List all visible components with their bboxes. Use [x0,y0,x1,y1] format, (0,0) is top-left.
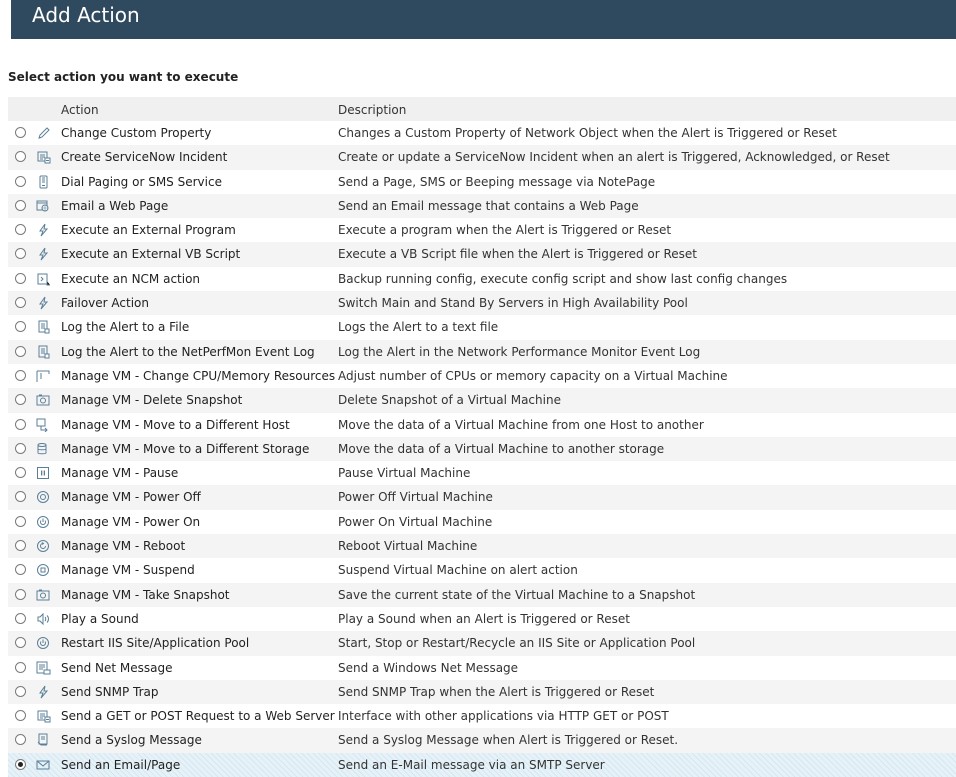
table-row[interactable] [8,242,956,266]
speaker-icon [36,612,51,626]
action-name: Create ServiceNow Incident [61,150,228,165]
action-radio[interactable] [15,637,26,648]
action-name: Dial Paging or SMS Service [61,174,222,189]
action-radio[interactable] [15,467,26,478]
action-name: Change Custom Property [61,126,212,140]
snapshot-icon [36,588,51,602]
action-radio[interactable] [15,589,26,600]
table-row[interactable] [8,437,956,461]
table-row[interactable] [8,728,956,752]
table-row[interactable] [8,364,956,388]
table-row[interactable] [8,170,956,194]
action-description: Send an Email message that contains a Web Page [338,198,639,213]
servicenow-icon [36,150,51,164]
table-row[interactable] [8,510,956,534]
action-radio[interactable] [15,200,26,211]
web-page-icon [36,199,51,213]
lightning-icon [36,223,51,237]
table-row[interactable] [8,121,956,145]
ncm-icon [36,272,51,286]
action-name: Execute an External Program [61,223,236,238]
action-radio[interactable] [15,297,26,308]
action-radio[interactable] [15,346,26,357]
power-on-icon [36,636,51,650]
action-description: Changes a Custom Property of Network Object when the Alert is Triggered or Reset [338,126,837,140]
table-row[interactable] [8,388,956,412]
table-row[interactable] [8,340,956,364]
table-row[interactable] [8,753,956,777]
table-row[interactable] [8,485,956,509]
action-name: Play a Sound [61,611,139,626]
table-row[interactable] [8,291,956,315]
action-radio[interactable] [15,370,26,381]
action-radio[interactable] [15,662,26,673]
action-description: Power Off Virtual Machine [338,490,493,505]
action-name: Log the Alert to the NetPerfMon Event Log [61,344,315,359]
action-description: Reboot Virtual Machine [338,539,478,554]
action-name: Manage VM - Take Snapshot [61,587,230,602]
action-description: Adjust number of CPUs or memory capacity on a Virtual Machine [338,368,728,383]
action-description: Log the Alert in the Network Performance Monitor Event Log [338,344,701,359]
action-radio[interactable] [15,710,26,721]
table-row[interactable] [8,583,956,607]
table-header [8,97,956,121]
lightning-icon [36,685,51,699]
action-radio[interactable] [15,151,26,162]
servicenow-icon [36,709,51,723]
actions-table [8,97,956,777]
action-radio[interactable] [15,613,26,624]
log-file-icon [36,320,51,334]
action-radio[interactable] [15,273,26,284]
action-name: Manage VM - Reboot [61,539,186,554]
table-row[interactable] [8,413,956,437]
table-row[interactable] [8,461,956,485]
suspend-icon [36,563,51,577]
action-name: Manage VM - Delete Snapshot [61,393,243,408]
action-name: Manage VM - Pause [61,466,179,481]
action-description: Send a Page, SMS or Beeping message via NotePage [338,174,656,189]
table-row[interactable] [8,607,956,631]
action-description: Start, Stop or Restart/Recycle an IIS Site or Application Pool [338,636,696,651]
table-row[interactable] [8,145,956,169]
action-name: Failover Action [61,296,149,311]
column-header-description[interactable]: Description [338,103,407,117]
net-message-icon [36,661,51,675]
table-row[interactable] [8,680,956,704]
vm-resources-icon [36,369,51,383]
action-name: Send a GET or POST Request to a Web Server [61,709,335,724]
action-radio[interactable] [15,394,26,405]
action-name: Manage VM - Power On [61,514,201,529]
reboot-icon [36,539,51,553]
action-radio[interactable] [15,540,26,551]
action-name: Manage VM - Change CPU/Memory Resources [61,368,336,383]
action-name: Manage VM - Power Off [61,490,201,505]
action-name: Manage VM - Suspend [61,563,195,578]
action-name: Send SNMP Trap [61,684,159,699]
lightning-icon [36,247,51,261]
table-body [8,121,956,777]
dialog-header [11,0,956,39]
action-description: Logs the Alert to a text file [338,320,499,335]
syslog-icon [36,733,51,747]
action-radio[interactable] [15,686,26,697]
action-name: Email a Web Page [61,198,169,213]
column-header-action[interactable]: Action [61,103,99,117]
action-description: Backup running config, execute config script and show last config changes [338,271,788,286]
action-name: Restart IIS Site/Application Pool [61,636,250,651]
action-description: Suspend Virtual Machine on alert action [338,563,578,578]
storage-icon [36,442,51,456]
action-radio[interactable] [15,321,26,332]
envelope-icon [36,758,51,772]
action-name: Send an Email/Page [61,757,181,772]
action-name: Execute an External VB Script [61,247,241,262]
action-name: Log the Alert to a File [61,320,190,335]
action-radio[interactable] [15,224,26,235]
action-name: Manage VM - Move to a Different Host [61,417,290,432]
action-description: Send a Windows Net Message [338,660,519,675]
action-radio[interactable] [15,516,26,527]
snapshot-icon [36,393,51,407]
action-description: Move the data of a Virtual Machine to another storage [338,441,665,456]
action-radio[interactable] [15,491,26,502]
instruction-label: Select action you want to execute [8,70,239,84]
table-row[interactable] [8,704,956,728]
action-description: Play a Sound when an Alert is Triggered or Reset [338,611,630,626]
action-radio[interactable] [15,734,26,745]
move-host-icon [36,418,51,432]
table-row[interactable] [8,656,956,680]
phone-icon [36,175,51,189]
pencil-icon [36,126,51,140]
table-row[interactable] [8,267,956,291]
table-row[interactable] [8,558,956,582]
power-on-icon [36,515,51,529]
table-row[interactable] [8,631,956,655]
log-file-icon [36,345,51,359]
dialog-title: Add Action [32,3,140,27]
action-description: Send an E-Mail message via an SMTP Server [338,757,605,772]
action-description: Power On Virtual Machine [338,514,493,529]
action-radio[interactable] [15,176,26,187]
action-description: Pause Virtual Machine [338,466,471,481]
action-radio[interactable] [15,248,26,259]
power-off-icon [36,490,51,504]
action-description: Send SNMP Trap when the Alert is Triggered or Reset [338,684,655,699]
action-description: Delete Snapshot of a Virtual Machine [338,393,561,408]
action-description: Execute a program when the Alert is Triggered or Reset [338,223,672,238]
table-row[interactable] [8,194,956,218]
action-name: Execute an NCM action [61,271,201,286]
action-description: Interface with other applications via HTTP GET or POST [338,709,669,724]
pause-icon [36,466,51,480]
action-description: Move the data of a Virtual Machine from one Host to another [338,417,704,432]
action-description: Switch Main and Stand By Servers in High Availability Pool [338,296,688,311]
action-description: Send a Syslog Message when Alert is Triggered or Reset. [338,733,679,748]
action-description: Save the current state of the Virtual Machine to a Snapshot [338,587,696,602]
action-radio[interactable] [15,443,26,454]
table-row[interactable] [8,218,956,242]
action-radio[interactable] [15,564,26,575]
action-radio[interactable] [15,419,26,430]
table-row[interactable] [8,534,956,558]
action-name: Send Net Message [61,660,173,675]
action-description: Create or update a ServiceNow Incident when an alert is Triggered, Acknowledged, or Reset [338,150,890,165]
action-radio[interactable] [15,127,26,138]
action-name: Send a Syslog Message [61,733,202,748]
action-name: Manage VM - Move to a Different Storage [61,441,310,456]
action-description: Execute a VB Script file when the Alert is Triggered or Reset [338,247,697,262]
action-radio[interactable] [15,759,26,770]
table-row[interactable] [8,315,956,339]
lightning-icon [36,296,51,310]
